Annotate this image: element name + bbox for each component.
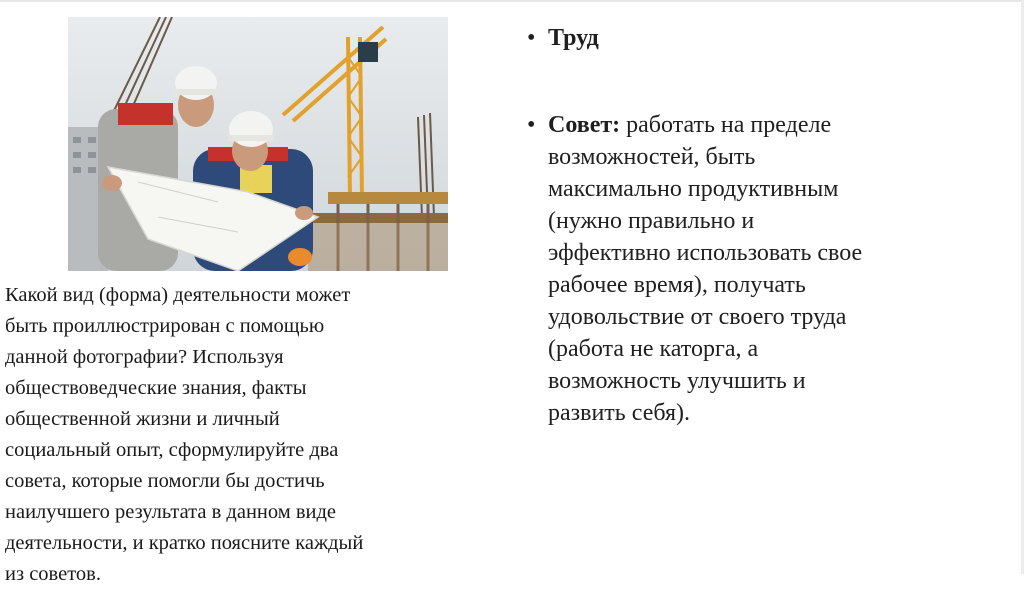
answer-bullet-advice [527, 109, 987, 429]
construction-workers-photo [68, 17, 448, 271]
answer-list [527, 22, 987, 429]
answer-bullet-activity [527, 22, 987, 54]
bullet-marker: • [527, 112, 536, 138]
bullet-label-activity: Труд [548, 25, 599, 51]
advice-text: работать на пределе возможностей, быть максимально продуктивным (нужно правильно и эффективно использовать свое рабочее время), получать удовольствие от своего труда (работа не каторга, а возможность улучшить и развить себя). [548, 112, 863, 426]
bullet-marker: • [527, 25, 536, 51]
advice-text-block [548, 112, 862, 426]
bullet-label-advice: Совет: [548, 112, 621, 138]
assignment-question: Какой вид (форма) деятельности может быть проиллюстрирован с помощью данной фотографии? Используя обществоведческие знания, факты общественной жизни и личный социальный опыт, сформулируйте два совета, которые помогли бы достичь наилучшего результата в данном виде деятельности, и кратко поясните каждый из советов. [5, 284, 364, 585]
slide-top-border [0, 0, 1024, 2]
photo-illustration [68, 17, 448, 271]
